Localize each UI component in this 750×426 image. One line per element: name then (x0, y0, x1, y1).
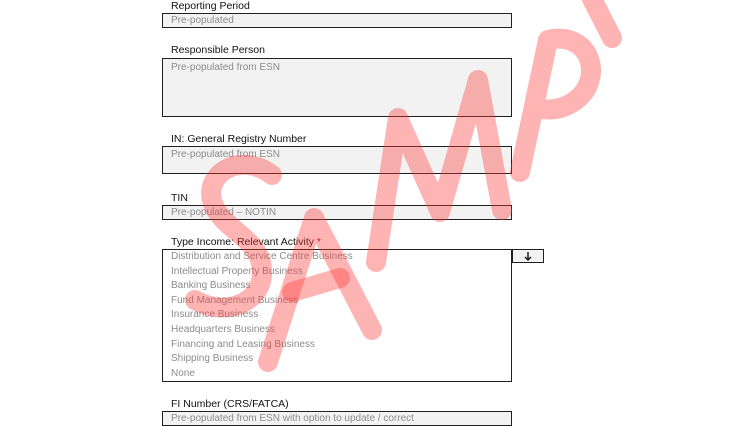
list-item[interactable]: Banking Business (171, 280, 251, 292)
list-item[interactable]: Shipping Business (171, 353, 254, 365)
in-number-label: IN: General Registry Number (171, 133, 307, 145)
list-item[interactable]: Headquarters Business (171, 323, 275, 335)
type-income-label-text: Type Income: Relevant Activity (171, 236, 314, 248)
tin-label: TIN (171, 192, 188, 204)
list-item[interactable]: Intellectual Property Business (171, 265, 303, 277)
list-item[interactable]: Financing and Leasing Business (171, 338, 315, 350)
list-item[interactable]: None (171, 367, 195, 379)
list-item[interactable]: Fund Management Business (171, 294, 299, 306)
type-income-label (171, 236, 321, 248)
list-item[interactable]: Insurance Business (171, 309, 259, 321)
required-mark: * (316, 236, 321, 248)
reporting-period-field[interactable]: Pre-populated (162, 13, 512, 28)
fi-number-field[interactable]: Pre-populated from ESN with option to update / correct (162, 411, 512, 426)
tin-field[interactable]: Pre-populated – NOTIN (162, 205, 512, 220)
in-number-field[interactable]: Pre-populated from ESN (162, 146, 512, 174)
fi-number-label: FI Number (CRS/FATCA) (171, 398, 289, 410)
responsible-person-label: Responsible Person (171, 44, 265, 56)
arrow-down-icon (523, 251, 533, 261)
reporting-period-label: Reporting Period (171, 0, 250, 12)
type-income-listbox[interactable] (162, 249, 512, 382)
type-income-dropdown-button[interactable] (512, 249, 544, 263)
list-item[interactable]: Distribution and Service Centre Business (171, 251, 353, 262)
responsible-person-field[interactable]: Pre-populated from ESN (162, 58, 512, 117)
